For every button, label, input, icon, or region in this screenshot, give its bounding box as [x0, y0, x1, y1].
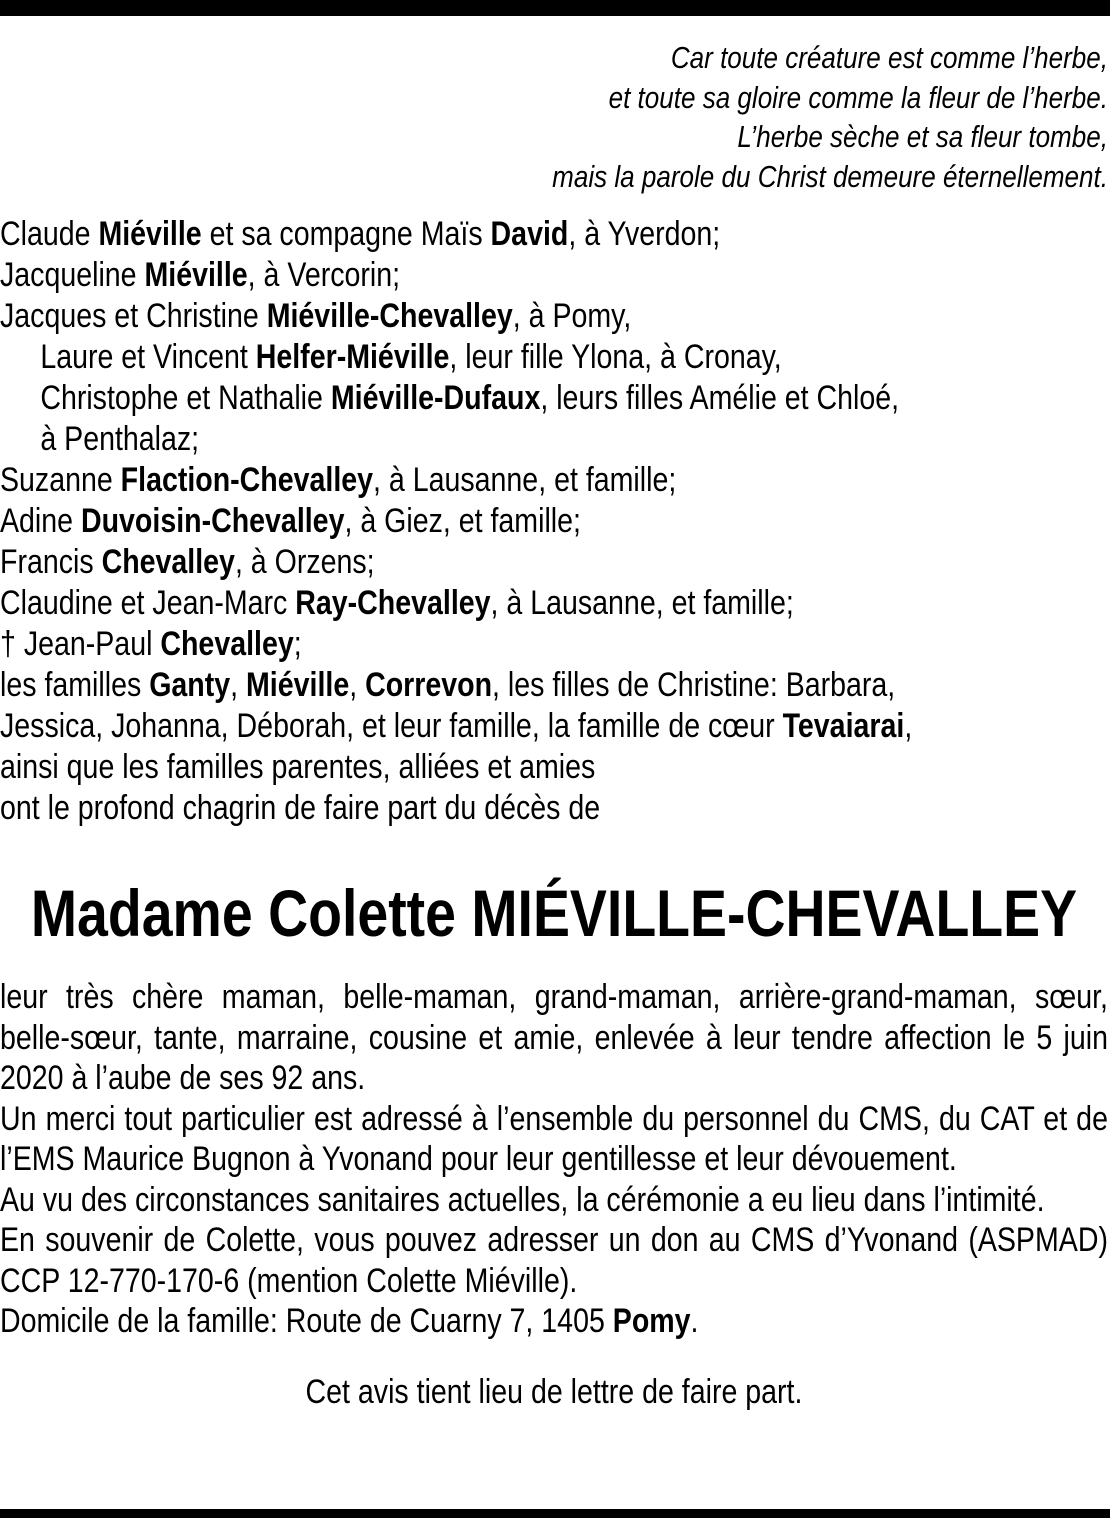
text: les familles	[0, 666, 150, 704]
text: ont le profond chagrin de faire part du décès de	[0, 789, 601, 827]
text: ,	[230, 666, 247, 704]
family-line	[0, 337, 1108, 378]
text: , à Yverdon;	[568, 215, 721, 253]
surname: Ganty	[149, 666, 231, 704]
text: , à Lausanne, et famille;	[373, 461, 677, 499]
text: Jessica, Johanna, Déborah, et leur famille, la famille de cœur	[0, 707, 783, 745]
text: Jacques et Christine	[0, 297, 267, 335]
text: Domicile de la famille: Route de Cuarny 7, 1405	[0, 1302, 613, 1340]
verse-line: Car toute créature est comme l’herbe,	[670, 40, 1108, 75]
surname: Chevalley	[160, 625, 294, 663]
text: Laure et Vincent	[40, 338, 256, 376]
surname: Helfer-Miéville	[255, 338, 450, 376]
text: , à Pomy,	[512, 297, 632, 335]
notice-body	[0, 977, 1108, 1342]
text: Claude	[0, 215, 99, 253]
body-paragraph: Un merci tout particulier est adressé à l’ensemble du personnel du CMS, du CAT et de l’EMS Maurice Bugnon à Yvonand pour leur gentillesse et leur dévouement.	[0, 1099, 1108, 1178]
family-line	[0, 747, 1108, 788]
text: et sa compagne Maïs	[201, 215, 491, 253]
body-paragraph: En souvenir de Colette, vous pouvez adresser un don au CMS d’Yvonand (ASPMAD) CCP 12-770-170-6 (mention Colette Miéville).	[0, 1221, 1108, 1300]
family-line	[0, 665, 1108, 706]
family-line	[0, 706, 1108, 747]
surname: Correvon	[365, 666, 493, 704]
surname: Chevalley	[101, 543, 235, 581]
surname: Tevaiarai	[782, 707, 905, 745]
text: Christophe et Nathalie	[40, 379, 331, 417]
text: ;	[293, 625, 302, 663]
text: ,	[349, 666, 366, 704]
family-line	[0, 419, 1108, 460]
family-list	[0, 214, 1108, 829]
verse-line: et toute sa gloire comme la fleur de l’herbe.	[608, 79, 1108, 115]
family-line	[0, 624, 1108, 665]
family-line	[0, 255, 1108, 296]
deceased-name: Madame Colette MIÉVILLE-CHEVALLEY	[30, 876, 1078, 950]
bottom-rule	[0, 1509, 1110, 1518]
body-paragraph: leur très chère maman, belle-maman, grand-maman, arrière-grand-maman, sœur, belle-sœur, tante, marraine, cousine et amie, enlevée à leur tendre affection le 5 juin 2020 à l’aube de ses 92 ans.	[0, 978, 1108, 1097]
verse-line: L’herbe sèche et sa fleur tombe,	[737, 119, 1108, 154]
scripture-verse	[0, 38, 1108, 196]
condensed-wrapper	[0, 38, 1108, 1412]
place-name: Pomy	[612, 1302, 691, 1340]
family-line	[0, 501, 1108, 542]
text: Francis	[0, 543, 102, 581]
text: Adine	[0, 502, 81, 540]
text: , leur fille Ylona, à Cronay,	[449, 338, 782, 376]
family-line	[0, 460, 1108, 501]
surname: Duvoisin-Chevalley	[80, 502, 345, 540]
text: Jacqueline	[0, 256, 145, 294]
family-line	[0, 378, 1108, 419]
text: , à Orzens;	[234, 543, 375, 581]
surname: Miéville-Chevalley	[266, 297, 513, 335]
text: Suzanne	[0, 461, 121, 499]
family-line	[0, 296, 1108, 337]
notice-content	[0, 38, 1108, 1412]
surname: Miéville	[246, 666, 350, 704]
text: , les filles de Christine: Barbara,	[492, 666, 896, 704]
family-line	[0, 542, 1108, 583]
family-line	[0, 583, 1108, 624]
surname: Flaction-Chevalley	[120, 461, 374, 499]
text: , à Vercorin;	[247, 256, 401, 294]
top-rule	[0, 0, 1110, 16]
body-paragraph	[0, 1301, 1108, 1342]
text: ,	[904, 707, 913, 745]
text: † Jean-Paul	[0, 625, 161, 663]
text: à Penthalaz;	[40, 420, 200, 458]
surname: Miéville	[98, 215, 202, 253]
surname: Miéville-Dufaux	[330, 379, 541, 417]
surname: David	[490, 215, 569, 253]
text: .	[690, 1302, 699, 1340]
text: ainsi que les familles parentes, alliées et amies	[0, 748, 596, 786]
verse-line: mais la parole du Christ demeure éternellement.	[552, 158, 1108, 194]
surname: Miéville	[144, 256, 248, 294]
surname: Ray-Chevalley	[295, 584, 491, 622]
closing-note: Cet avis tient lieu de lettre de faire part.	[305, 1372, 803, 1411]
text: Claudine et Jean-Marc	[0, 584, 296, 622]
family-line	[0, 214, 1108, 255]
text: , à Giez, et famille;	[344, 502, 581, 540]
body-paragraph: Au vu des circonstances sanitaires actuelles, la cérémonie a eu lieu dans l’intimité.	[0, 1180, 1045, 1219]
text: , leurs filles Amélie et Chloé,	[540, 379, 900, 417]
family-line	[0, 788, 1108, 829]
text: , à Lausanne, et famille;	[490, 584, 794, 622]
